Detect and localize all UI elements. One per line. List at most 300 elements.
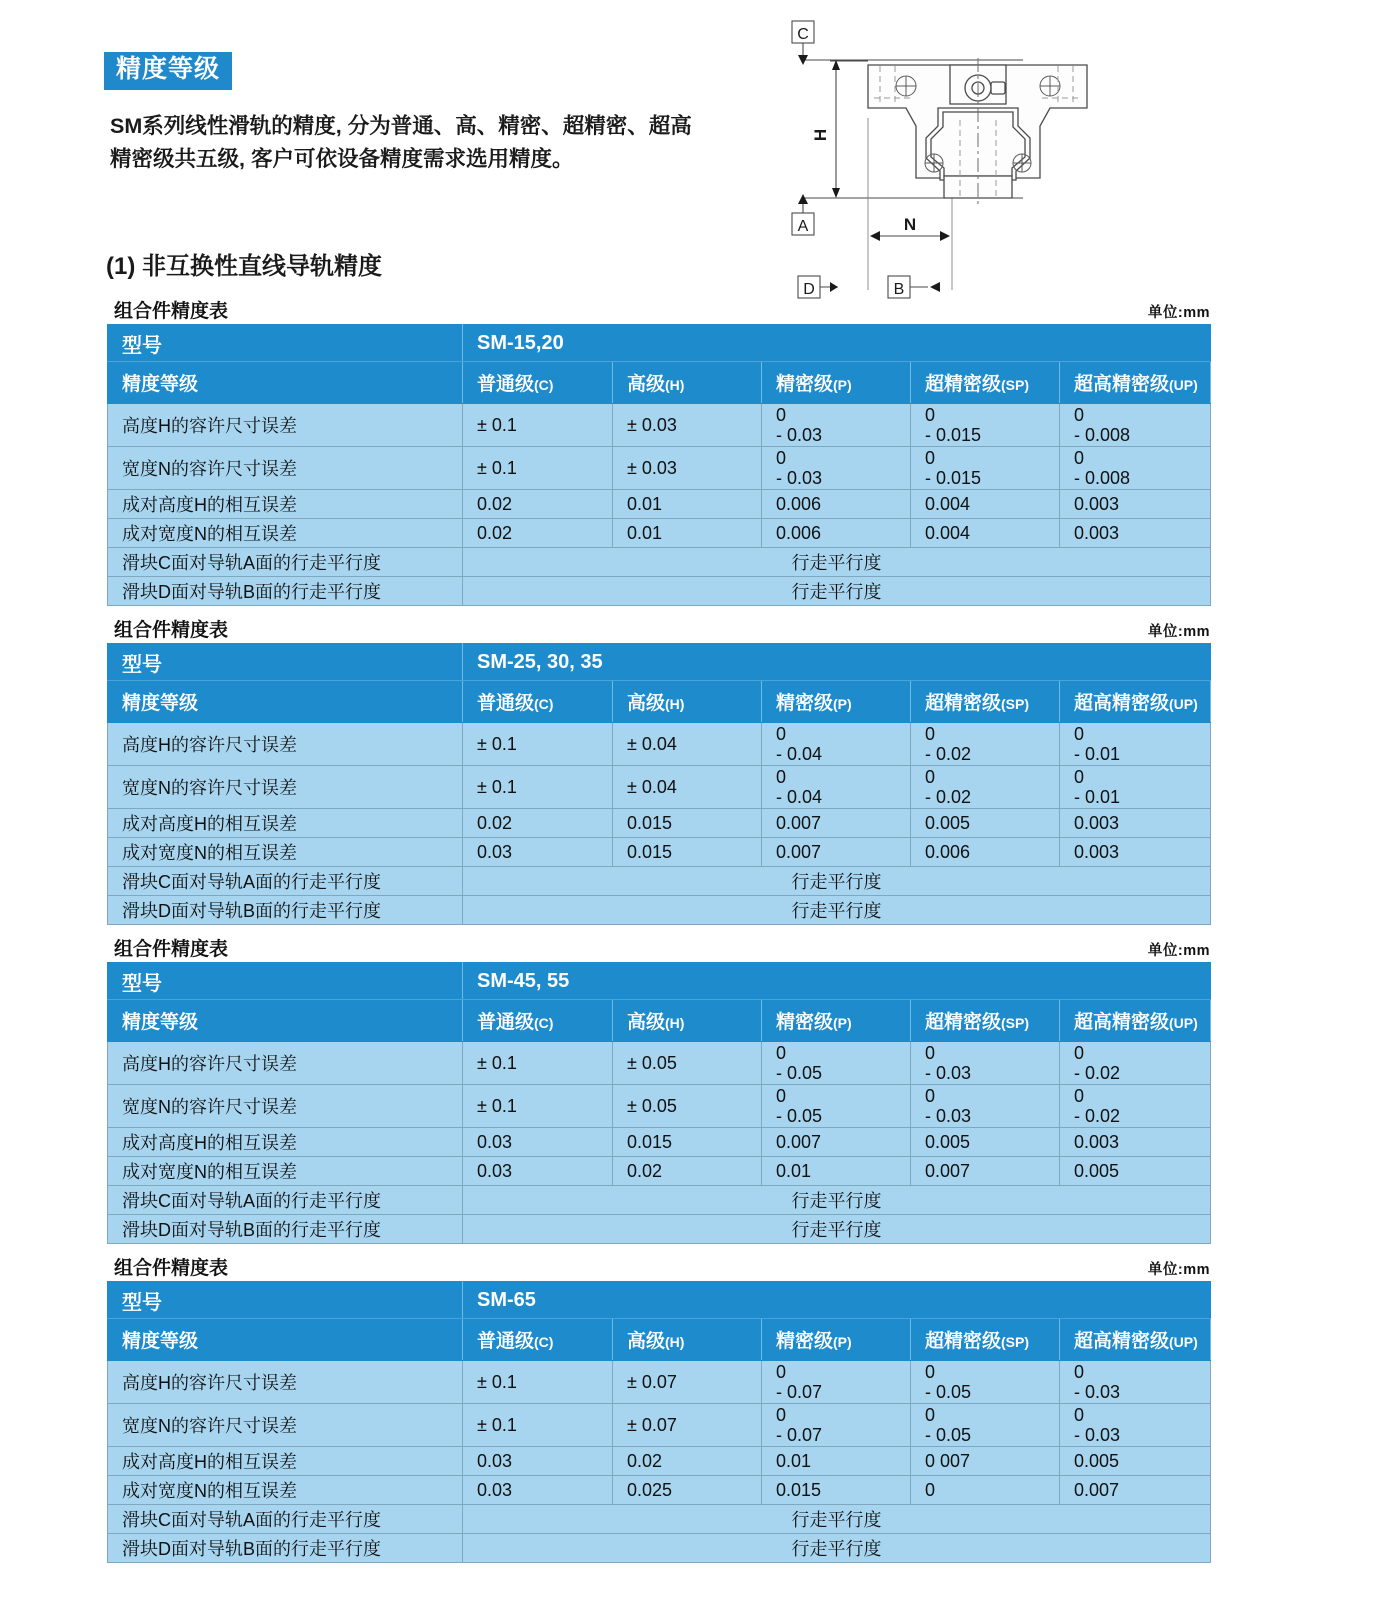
grade-header-2	[762, 362, 911, 404]
diagram-label-b: B	[893, 281, 905, 298]
row-label: 成对高度H的相互误差	[108, 809, 463, 838]
cell-pair_width-0: 0.02	[463, 519, 613, 548]
grade-name: 精密级	[776, 374, 834, 395]
table-row	[108, 490, 1211, 519]
tolerance-lower: - 0.03	[776, 425, 823, 445]
grade-code: (C)	[534, 1334, 554, 1350]
model-header-label: 型号	[108, 644, 463, 681]
row-label: 滑块C面对导轨A面的行走平行度	[108, 1505, 463, 1534]
cell-pair_width-0: 0.03	[463, 838, 613, 867]
cell-height_tol-2	[762, 723, 911, 766]
tolerance-upper: 0	[925, 1361, 936, 1382]
cell-width_tol-1	[613, 1085, 762, 1128]
grade-name: 超精密级	[925, 374, 1002, 395]
cell-pair_width-1: 0.01	[613, 519, 762, 548]
cell-pair_width-2: 0.01	[762, 1157, 911, 1186]
tolerance-upper: 0	[1074, 404, 1085, 425]
diagram-label-h: H	[811, 128, 830, 142]
diagram-label-d: D	[803, 281, 815, 298]
tolerance-upper: 0	[1074, 1042, 1085, 1063]
arrow-n-left	[870, 231, 880, 241]
grade-code: (C)	[534, 377, 554, 393]
cell-width_tol-2	[762, 1404, 911, 1447]
cell-height_tol-0	[463, 1361, 613, 1404]
tolerance-upper: 0	[925, 1404, 936, 1425]
tolerance-lower: - 0.02	[925, 787, 972, 807]
grade-header-1	[613, 1000, 762, 1042]
row-label: 高度H的容许尺寸误差	[108, 723, 463, 766]
tolerance-upper: 0	[1074, 1085, 1085, 1106]
table-row	[108, 867, 1211, 896]
grade-name: 高级	[627, 1012, 666, 1033]
tolerance-upper: 0	[776, 1404, 787, 1425]
tolerance-lower: - 0.03	[1074, 1382, 1121, 1402]
table-row	[108, 447, 1211, 490]
tolerance-lower: - 0.02	[925, 744, 972, 764]
grade-code: (H)	[665, 1334, 685, 1350]
cell-pair_height-0: 0.02	[463, 490, 613, 519]
cell-height_tol-2	[762, 1361, 911, 1404]
row-label: 成对高度H的相互误差	[108, 1447, 463, 1476]
row-label: 滑块C面对导轨A面的行走平行度	[108, 1186, 463, 1215]
table-row	[108, 723, 1211, 766]
table-row	[108, 1128, 1211, 1157]
cell-width_tol-4	[1060, 1404, 1211, 1447]
cell-pair_width-1: 0.015	[613, 838, 762, 867]
table-model-row	[108, 644, 1211, 681]
grade-header-3	[911, 681, 1060, 723]
cell-pair_height-0: 0.02	[463, 809, 613, 838]
tolerance-upper: 0	[925, 447, 936, 468]
grade-header-label: 精度等级	[108, 362, 463, 404]
cell-width_tol-4	[1060, 766, 1211, 809]
table-caption: 组合件精度表	[114, 939, 229, 960]
tolerance-upper: 0	[776, 1085, 787, 1106]
table-caption: 组合件精度表	[114, 1258, 229, 1279]
grade-code: (H)	[665, 377, 685, 393]
arrow-n-right	[940, 231, 950, 241]
cell-height_tol-0	[463, 723, 613, 766]
grade-name: 超精密级	[925, 1331, 1002, 1352]
intro-line-1: SM系列线性滑轨的精度, 分为普通、高、精密、超精密、超高	[110, 114, 692, 138]
cell-pair_width-3: 0	[911, 1476, 1060, 1505]
table-row	[108, 896, 1211, 925]
grade-header-label: 精度等级	[108, 1319, 463, 1361]
cell-height_tol-2	[762, 404, 911, 447]
row-label: 高度H的容许尺寸误差	[108, 404, 463, 447]
parallelism-value: 行走平行度	[463, 548, 1211, 577]
table-grade-header-row	[108, 1000, 1211, 1042]
precision-spec-table	[107, 962, 1211, 1244]
table-row	[108, 577, 1211, 606]
tolerance-upper: ± 0.07	[627, 1371, 677, 1392]
diagram-label-a: A	[797, 218, 809, 235]
grade-header-4	[1060, 681, 1211, 723]
parallelism-value: 行走平行度	[463, 1534, 1211, 1563]
cell-width_tol-0	[463, 447, 613, 490]
cell-height_tol-1	[613, 1042, 762, 1085]
grade-header-0	[463, 1319, 613, 1361]
tolerance-upper: 0	[925, 766, 936, 787]
grade-code: (P)	[833, 696, 852, 712]
cell-pair_width-2: 0.006	[762, 519, 911, 548]
cell-pair_height-2: 0.007	[762, 1128, 911, 1157]
cell-pair_width-2: 0.007	[762, 838, 911, 867]
grade-header-label: 精度等级	[108, 1000, 463, 1042]
cell-pair_width-4: 0.005	[1060, 1157, 1211, 1186]
tolerance-lower: - 0.05	[925, 1382, 972, 1402]
cell-pair_height-2: 0.006	[762, 490, 911, 519]
tolerance-lower: - 0.04	[776, 744, 823, 764]
cell-pair_width-3: 0.007	[911, 1157, 1060, 1186]
table-row	[108, 548, 1211, 577]
tolerance-lower: - 0.02	[1074, 1063, 1121, 1083]
row-label: 滑块D面对导轨B面的行走平行度	[108, 896, 463, 925]
model-name: SM-15,20	[463, 325, 1211, 362]
grade-header-4	[1060, 362, 1211, 404]
tolerance-lower: - 0.03	[925, 1063, 972, 1083]
cell-pair_width-1: 0.02	[613, 1157, 762, 1186]
parallelism-value: 行走平行度	[463, 896, 1211, 925]
grade-header-3	[911, 362, 1060, 404]
cell-pair_height-4: 0.003	[1060, 490, 1211, 519]
row-label: 宽度N的容许尺寸误差	[108, 447, 463, 490]
cell-pair_width-4: 0.007	[1060, 1476, 1211, 1505]
intro-paragraph	[110, 110, 692, 177]
parallelism-value: 行走平行度	[463, 1215, 1211, 1244]
cell-pair_height-4: 0.005	[1060, 1447, 1211, 1476]
cell-pair_width-1: 0.025	[613, 1476, 762, 1505]
arrow-a	[798, 194, 808, 204]
subsection-heading: (1) 非互换性直线导轨精度	[106, 253, 382, 280]
tolerance-lower: - 0.015	[925, 425, 982, 445]
grade-name: 精密级	[776, 693, 834, 714]
grade-name: 超精密级	[925, 1012, 1002, 1033]
tolerance-upper: ± 0.05	[627, 1052, 677, 1073]
cell-height_tol-4	[1060, 404, 1211, 447]
cell-height_tol-4	[1060, 1042, 1211, 1085]
cell-height_tol-0	[463, 404, 613, 447]
row-label: 高度H的容许尺寸误差	[108, 1042, 463, 1085]
section-badge: 精度等级	[104, 52, 232, 90]
grade-name: 普通级	[477, 374, 535, 395]
grade-code: (UP)	[1169, 1334, 1198, 1350]
grade-name: 高级	[627, 693, 666, 714]
tolerance-lower: - 0.02	[1074, 1106, 1121, 1126]
cell-height_tol-1	[613, 723, 762, 766]
model-header-label: 型号	[108, 1282, 463, 1319]
tolerance-upper: ± 0.1	[477, 414, 517, 435]
tolerance-upper: ± 0.1	[477, 776, 517, 797]
grade-name: 精密级	[776, 1012, 834, 1033]
cell-width_tol-3	[911, 1085, 1060, 1128]
table-row	[108, 1404, 1211, 1447]
tolerance-upper: ± 0.1	[477, 1052, 517, 1073]
arrow-h-bottom	[832, 188, 840, 198]
grade-code: (UP)	[1169, 696, 1198, 712]
grade-code: (SP)	[1001, 1334, 1030, 1350]
cell-pair_height-2: 0.01	[762, 1447, 911, 1476]
table-row	[108, 838, 1211, 867]
parallelism-value: 行走平行度	[463, 867, 1211, 896]
tolerance-lower: - 0.03	[1074, 1425, 1121, 1445]
cell-pair_height-4: 0.003	[1060, 809, 1211, 838]
cell-pair_height-3: 0.004	[911, 490, 1060, 519]
grade-code: (SP)	[1001, 696, 1030, 712]
cell-width_tol-4	[1060, 1085, 1211, 1128]
cell-pair_width-0: 0.03	[463, 1157, 613, 1186]
grade-header-0	[463, 1000, 613, 1042]
row-label: 成对宽度N的相互误差	[108, 838, 463, 867]
grade-header-1	[613, 681, 762, 723]
grade-code: (C)	[534, 696, 554, 712]
grade-code: (P)	[833, 1334, 852, 1350]
cell-width_tol-3	[911, 1404, 1060, 1447]
precision-spec-table	[107, 324, 1211, 606]
tolerance-lower: - 0.008	[1074, 425, 1131, 445]
cell-pair_width-2: 0.015	[762, 1476, 911, 1505]
tolerance-lower: - 0.008	[1074, 468, 1131, 488]
table-model-row	[108, 963, 1211, 1000]
grade-name: 普通级	[477, 1012, 535, 1033]
table-row	[108, 809, 1211, 838]
table-grade-header-row	[108, 681, 1211, 723]
table-row	[108, 1447, 1211, 1476]
row-label: 成对宽度N的相互误差	[108, 519, 463, 548]
table-row	[108, 1186, 1211, 1215]
grade-name: 超精密级	[925, 693, 1002, 714]
grade-code: (SP)	[1001, 1015, 1030, 1031]
cell-width_tol-2	[762, 766, 911, 809]
model-name: SM-45, 55	[463, 963, 1211, 1000]
tolerance-upper: 0	[925, 1042, 936, 1063]
table-row	[108, 1505, 1211, 1534]
arrow-d	[830, 282, 838, 292]
row-label: 高度H的容许尺寸误差	[108, 1361, 463, 1404]
cell-pair_height-3: 0.005	[911, 1128, 1060, 1157]
grade-header-4	[1060, 1319, 1211, 1361]
grade-header-3	[911, 1319, 1060, 1361]
cell-width_tol-2	[762, 447, 911, 490]
table-row	[108, 1361, 1211, 1404]
row-label: 滑块C面对导轨A面的行走平行度	[108, 548, 463, 577]
grade-header-0	[463, 362, 613, 404]
cell-width_tol-1	[613, 766, 762, 809]
table-row	[108, 766, 1211, 809]
cell-pair_height-0: 0.03	[463, 1447, 613, 1476]
cell-height_tol-1	[613, 1361, 762, 1404]
table-unit-label: 单位:mm	[1147, 943, 1210, 959]
tolerance-upper: ± 0.1	[477, 1414, 517, 1435]
cell-pair_height-1: 0.02	[613, 1447, 762, 1476]
grade-name: 高级	[627, 374, 666, 395]
row-label: 滑块D面对导轨B面的行走平行度	[108, 1534, 463, 1563]
cell-width_tol-2	[762, 1085, 911, 1128]
grade-name: 超高精密级	[1074, 1331, 1170, 1352]
cell-pair_width-4: 0.003	[1060, 519, 1211, 548]
tolerance-upper: 0	[776, 766, 787, 787]
cell-pair_height-3: 0 007	[911, 1447, 1060, 1476]
cell-pair_height-0: 0.03	[463, 1128, 613, 1157]
row-label: 滑块D面对导轨B面的行走平行度	[108, 1215, 463, 1244]
cell-width_tol-0	[463, 1404, 613, 1447]
table-unit-label: 单位:mm	[1147, 624, 1210, 640]
cell-width_tol-3	[911, 447, 1060, 490]
grade-code: (UP)	[1169, 377, 1198, 393]
grade-header-4	[1060, 1000, 1211, 1042]
cell-pair_height-3: 0.005	[911, 809, 1060, 838]
cell-pair_height-2: 0.007	[762, 809, 911, 838]
table-row	[108, 1476, 1211, 1505]
cell-pair_height-1: 0.015	[613, 809, 762, 838]
row-label: 成对宽度N的相互误差	[108, 1476, 463, 1505]
grade-header-2	[762, 681, 911, 723]
row-label: 成对高度H的相互误差	[108, 490, 463, 519]
tolerance-lower: - 0.05	[776, 1063, 823, 1083]
tolerance-upper: ± 0.04	[627, 733, 677, 754]
tolerance-lower: - 0.05	[925, 1425, 972, 1445]
tolerance-lower: - 0.05	[776, 1106, 823, 1126]
tolerance-upper: ± 0.03	[627, 414, 677, 435]
cell-pair_height-1: 0.01	[613, 490, 762, 519]
cell-width_tol-0	[463, 1085, 613, 1128]
tolerance-lower: - 0.015	[925, 468, 982, 488]
grade-header-1	[613, 1319, 762, 1361]
tolerance-upper: 0	[1074, 447, 1085, 468]
cell-pair_width-4: 0.003	[1060, 838, 1211, 867]
diagram-label-n: N	[903, 215, 917, 234]
tolerance-upper: 0	[1074, 723, 1085, 744]
tolerance-upper: ± 0.04	[627, 776, 677, 797]
tolerance-upper: ± 0.03	[627, 457, 677, 478]
tolerance-lower: - 0.07	[776, 1425, 823, 1445]
grade-code: (UP)	[1169, 1015, 1198, 1031]
diagram-svg	[740, 8, 1240, 308]
tolerance-upper: ± 0.05	[627, 1095, 677, 1116]
grade-name: 超高精密级	[1074, 693, 1170, 714]
cell-height_tol-3	[911, 1042, 1060, 1085]
cell-pair_width-3: 0.006	[911, 838, 1060, 867]
model-name: SM-65	[463, 1282, 1211, 1319]
tolerance-upper: 0	[1074, 1404, 1085, 1425]
tolerance-lower: - 0.04	[776, 787, 823, 807]
model-name: SM-25, 30, 35	[463, 644, 1211, 681]
cell-height_tol-3	[911, 1361, 1060, 1404]
tolerance-upper: 0	[776, 1361, 787, 1382]
linear-guide-cross-section-diagram	[740, 8, 1240, 308]
grade-header-2	[762, 1319, 911, 1361]
table-model-row	[108, 325, 1211, 362]
grade-header-0	[463, 681, 613, 723]
grade-code: (H)	[665, 696, 685, 712]
table-row	[108, 1534, 1211, 1563]
tolerance-upper: ± 0.1	[477, 1095, 517, 1116]
model-header-label: 型号	[108, 325, 463, 362]
cell-pair_height-4: 0.003	[1060, 1128, 1211, 1157]
diagram-label-c: C	[797, 26, 809, 43]
grade-header-2	[762, 1000, 911, 1042]
tolerance-upper: ± 0.1	[477, 733, 517, 754]
parallelism-value: 行走平行度	[463, 1186, 1211, 1215]
tolerance-lower: - 0.01	[1074, 787, 1121, 807]
cell-pair_width-0: 0.03	[463, 1476, 613, 1505]
grade-header-label: 精度等级	[108, 681, 463, 723]
arrow-b	[930, 282, 940, 292]
precision-spec-table	[107, 1281, 1211, 1563]
cell-pair_width-3: 0.004	[911, 519, 1060, 548]
parallelism-value: 行走平行度	[463, 577, 1211, 606]
tolerance-lower: - 0.03	[776, 468, 823, 488]
row-label: 成对宽度N的相互误差	[108, 1157, 463, 1186]
cell-height_tol-3	[911, 723, 1060, 766]
tolerance-upper: 0	[776, 723, 787, 744]
table-unit-label: 单位:mm	[1147, 1262, 1210, 1278]
model-header-label: 型号	[108, 963, 463, 1000]
grade-code: (SP)	[1001, 377, 1030, 393]
table-row	[108, 1157, 1211, 1186]
table-unit-label: 单位:mm	[1147, 305, 1210, 321]
grade-name: 高级	[627, 1331, 666, 1352]
tolerance-upper: 0	[776, 447, 787, 468]
table-grade-header-row	[108, 362, 1211, 404]
table-grade-header-row	[108, 1319, 1211, 1361]
cell-width_tol-0	[463, 766, 613, 809]
precision-spec-table	[107, 643, 1211, 925]
cell-pair_height-1: 0.015	[613, 1128, 762, 1157]
row-label: 滑块C面对导轨A面的行走平行度	[108, 867, 463, 896]
cell-height_tol-4	[1060, 1361, 1211, 1404]
cell-height_tol-3	[911, 404, 1060, 447]
tolerance-upper: 0	[1074, 766, 1085, 787]
row-label: 宽度N的容许尺寸误差	[108, 766, 463, 809]
grade-name: 普通级	[477, 693, 535, 714]
tolerance-upper: ± 0.07	[627, 1414, 677, 1435]
tolerance-upper: ± 0.1	[477, 1371, 517, 1392]
tolerance-lower: - 0.01	[1074, 744, 1121, 764]
grade-header-3	[911, 1000, 1060, 1042]
cell-width_tol-1	[613, 447, 762, 490]
grade-header-1	[613, 362, 762, 404]
table-row	[108, 1215, 1211, 1244]
tolerance-upper: ± 0.1	[477, 457, 517, 478]
intro-line-2: 精密级共五级, 客户可依设备精度需求选用精度。	[110, 147, 574, 172]
grade-name: 超高精密级	[1074, 1012, 1170, 1033]
cell-height_tol-0	[463, 1042, 613, 1085]
tolerance-upper: 0	[925, 1085, 936, 1106]
grade-name: 普通级	[477, 1331, 535, 1352]
cell-width_tol-3	[911, 766, 1060, 809]
table-model-row	[108, 1282, 1211, 1319]
row-label: 滑块D面对导轨B面的行走平行度	[108, 577, 463, 606]
table-caption: 组合件精度表	[114, 620, 229, 641]
grade-code: (H)	[665, 1015, 685, 1031]
grade-code: (P)	[833, 1015, 852, 1031]
tolerance-upper: 0	[925, 404, 936, 425]
tolerance-upper: 0	[776, 1042, 787, 1063]
tolerance-upper: 0	[776, 404, 787, 425]
table-row	[108, 404, 1211, 447]
table-row	[108, 1042, 1211, 1085]
row-label: 宽度N的容许尺寸误差	[108, 1085, 463, 1128]
cell-height_tol-4	[1060, 723, 1211, 766]
table-caption: 组合件精度表	[114, 301, 229, 322]
grade-code: (C)	[534, 1015, 554, 1031]
grade-code: (P)	[833, 377, 852, 393]
cell-height_tol-2	[762, 1042, 911, 1085]
row-label: 成对高度H的相互误差	[108, 1128, 463, 1157]
table-row	[108, 519, 1211, 548]
table-row	[108, 1085, 1211, 1128]
